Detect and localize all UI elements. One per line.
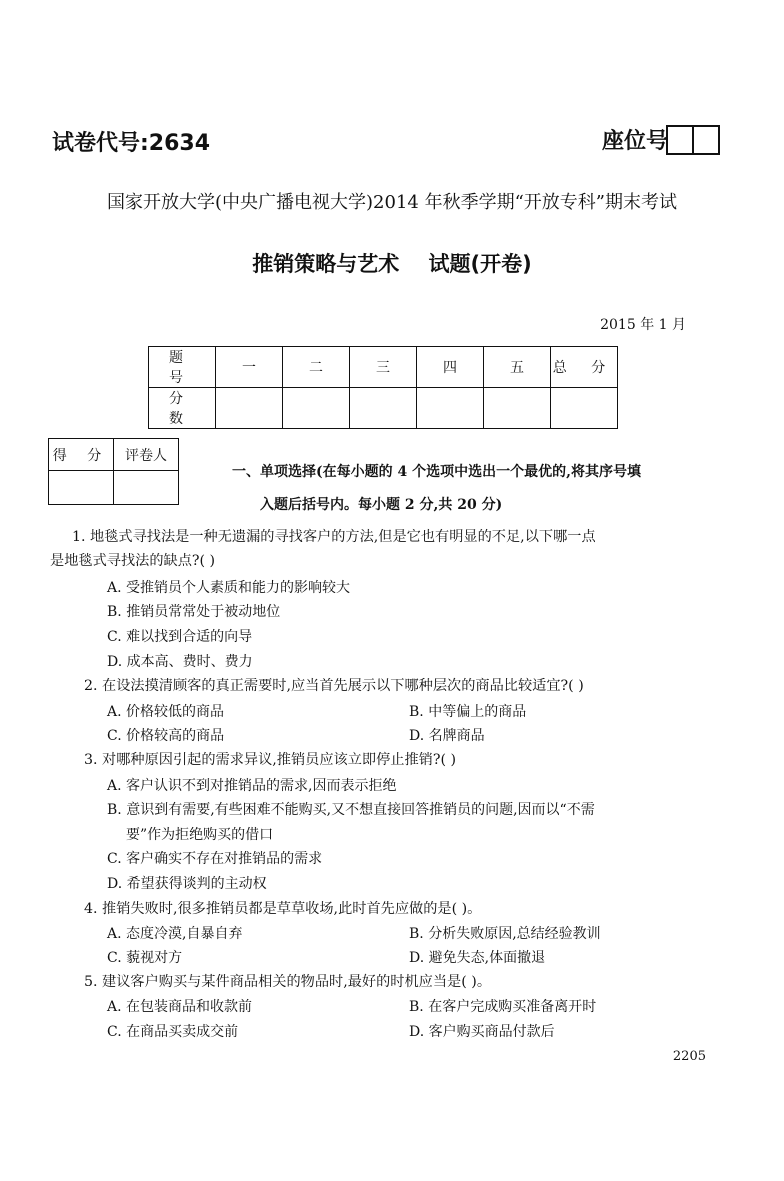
score-cell-empty [551, 388, 618, 429]
section-heading-line1: 一、单项选择(在每小题的 4 个选项中选出一个最优的,将其序号填 [232, 464, 641, 480]
score-cell-empty [216, 388, 283, 429]
seat-box [692, 125, 720, 155]
score-table-score-row [149, 388, 618, 429]
score-cell: 三 [350, 347, 417, 388]
question-option: C. 客户确实不存在对推销品的需求 [107, 851, 323, 867]
question-option-cont: 要”作为拒绝购买的借口 [126, 827, 274, 843]
score-cell: 总 分 [551, 347, 618, 388]
seat-number [602, 124, 720, 155]
question-option: A. 价格较低的商品 [107, 704, 225, 720]
exam-title: 国家开放大学(中央广播电视大学)2014 年秋季学期“开放专科”期末考试 [107, 192, 677, 213]
question-option: D. 希望获得谈判的主动权 [107, 876, 267, 892]
question-option: B. 意识到有需要,有些困难不能购买,又不想直接回答推销员的问题,因而以“不需 [107, 802, 595, 818]
question-option: D. 客户购买商品付款后 [409, 1024, 555, 1040]
score-cell: 分 数 [149, 388, 216, 429]
score-cell: 一 [216, 347, 283, 388]
question-option: B. 中等偏上的商品 [409, 704, 527, 720]
score-cell-empty [283, 388, 350, 429]
question-option: D. 名牌商品 [409, 728, 485, 744]
score-cell: 四 [417, 347, 484, 388]
score-cell-empty [417, 388, 484, 429]
grader-table [48, 438, 179, 505]
score-cell-empty [350, 388, 417, 429]
paper-code: 试卷代号:2634 [52, 131, 211, 156]
page-number: 2205 [672, 1049, 706, 1064]
question-option: C. 难以找到合适的向导 [107, 629, 253, 645]
score-cell-empty [484, 388, 551, 429]
seat-label: 座位号 [601, 129, 668, 154]
grader-cell-empty [49, 471, 114, 505]
exam-date: 2015 年 1 月 [600, 317, 686, 333]
question-option: B. 推销员常常处于被动地位 [107, 604, 281, 620]
grader-cell: 评卷人 [114, 439, 179, 471]
question-option: A. 态度冷漠,自暴自弃 [107, 926, 243, 942]
grader-cell-empty [114, 471, 179, 505]
question-option: D. 成本高、费时、费力 [107, 654, 253, 670]
question-option: A. 客户认识不到对推销品的需求,因而表示拒绝 [107, 778, 397, 794]
question-option: C. 藐视对方 [107, 950, 183, 966]
question-stem: 2. 在设法摸清顾客的真正需要时,应当首先展示以下哪种层次的商品比较适宜?( ) [84, 678, 584, 694]
question-stem: 1. 地毯式寻找法是一种无遗漏的寻找客户的方法,但是它也有明显的不足,以下哪一点 [72, 529, 596, 545]
paper-title: 推销策略与艺术 试题(开卷) [252, 252, 532, 276]
question-stem: 3. 对哪种原因引起的需求异议,推销员应该立即停止推销?( ) [84, 752, 457, 768]
question-stem-cont: 是地毯式寻找法的缺点?( ) [50, 553, 216, 569]
score-table-header-row [149, 347, 618, 388]
score-cell: 二 [283, 347, 350, 388]
grader-blank-row [49, 471, 179, 505]
question-option: A. 受推销员个人素质和能力的影响较大 [107, 580, 351, 596]
score-cell: 题 号 [149, 347, 216, 388]
question-stem: 5. 建议客户购买与某件商品相关的物品时,最好的时机应当是( )。 [84, 974, 492, 990]
question-stem: 4. 推销失败时,很多推销员都是草草收场,此时首先应做的是( )。 [84, 901, 482, 917]
grader-cell: 得 分 [49, 439, 114, 471]
grader-header-row [49, 439, 179, 471]
question-option: C. 在商品买卖成交前 [107, 1024, 239, 1040]
question-option: A. 在包装商品和收款前 [107, 999, 253, 1015]
section-heading-line2: 入题后括号内。每小题 2 分,共 20 分) [260, 497, 503, 513]
seat-box [666, 125, 694, 155]
question-option: D. 避免失态,体面撤退 [409, 950, 546, 966]
score-table [148, 346, 618, 429]
question-option: B. 在客户完成购买准备离开时 [409, 999, 597, 1015]
question-option: C. 价格较高的商品 [107, 728, 225, 744]
score-cell: 五 [484, 347, 551, 388]
question-option: B. 分析失败原因,总结经验教训 [409, 926, 601, 942]
